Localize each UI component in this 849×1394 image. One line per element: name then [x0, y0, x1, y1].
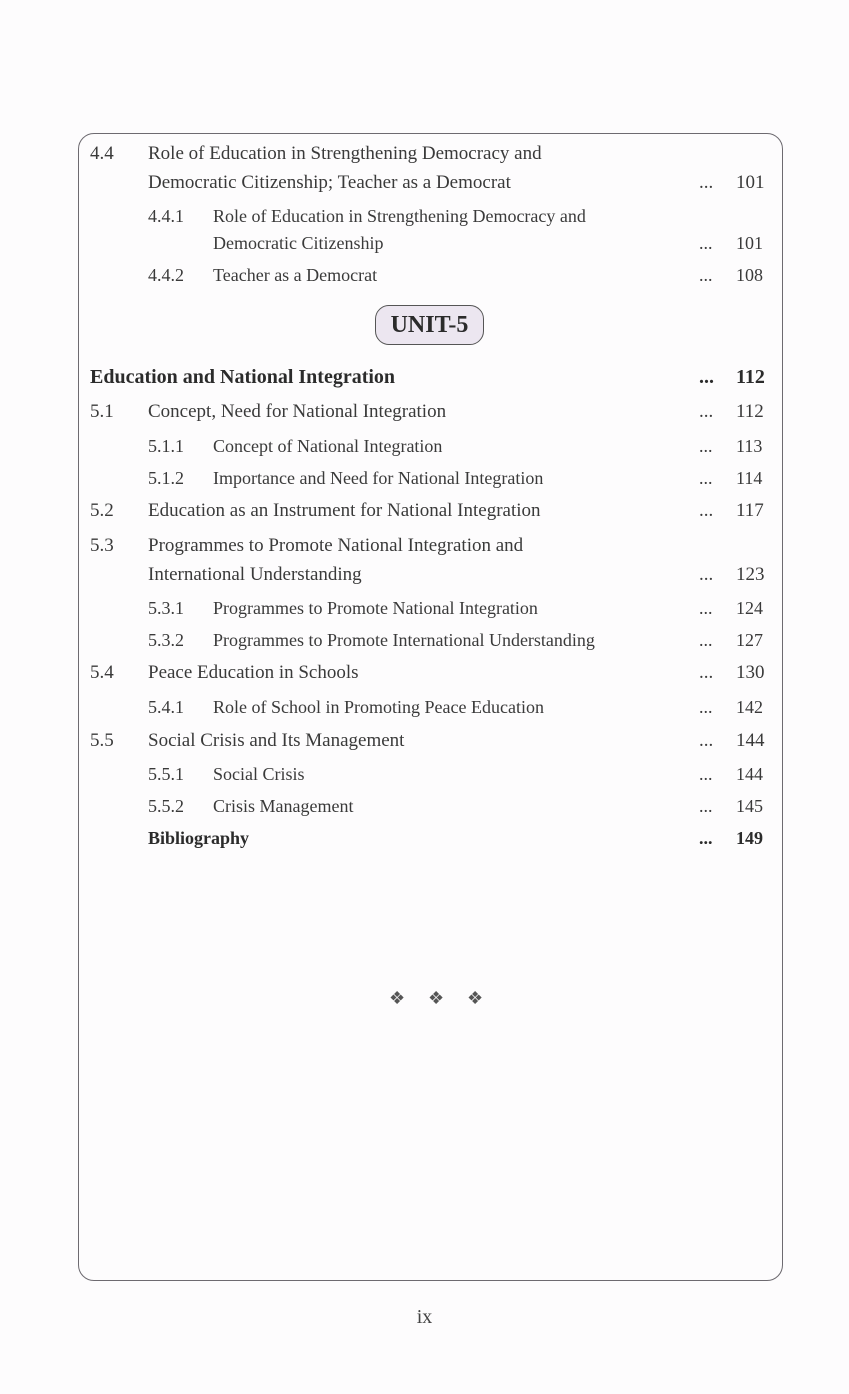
- entry-title: Role of Education in Strengthening Democracy and: [213, 206, 586, 226]
- entry-title: Teacher as a Democrat: [213, 265, 378, 285]
- entry-title: Role of School in Promoting Peace Education: [213, 697, 544, 717]
- page-number: 101: [736, 172, 765, 193]
- entry-title: Bibliography: [148, 828, 250, 848]
- leader-dots: ...: [699, 172, 714, 193]
- leader-dots: ...: [699, 630, 713, 650]
- leader-dots: ...: [699, 764, 713, 784]
- page-number: 130: [736, 662, 765, 683]
- entry-number: 5.4.1: [148, 697, 184, 717]
- page-number: 113: [736, 436, 763, 456]
- entry-title: International Understanding: [148, 564, 362, 585]
- leader-dots: ...: [699, 697, 713, 717]
- leader-dots: ...: [699, 468, 713, 488]
- page-number: 144: [736, 730, 765, 751]
- page-number: 127: [736, 630, 763, 650]
- entry-title: Education as an Instrument for National Integration: [148, 500, 541, 521]
- page-number: 112: [736, 366, 765, 388]
- leader-dots: ...: [699, 233, 713, 253]
- entry-number: 5.1.2: [148, 468, 184, 488]
- leader-dots: ...: [699, 564, 714, 585]
- ornament-icon: ❖: [389, 988, 406, 1008]
- entry-title: Democratic Citizenship; Teacher as a Democrat: [148, 172, 511, 193]
- unit-title-text: Education and National Integration: [90, 366, 396, 388]
- leader-dots: ...: [699, 796, 713, 816]
- entry-number: 4.4.2: [148, 265, 184, 285]
- page-number: 124: [736, 598, 763, 618]
- page-number: 117: [736, 500, 764, 521]
- page-number: 149: [736, 828, 763, 848]
- leader-dots: ...: [699, 662, 714, 683]
- entry-title: Programmes to Promote National Integration: [213, 598, 538, 618]
- leader-dots: ...: [699, 730, 714, 751]
- leader-dots: ...: [699, 828, 713, 848]
- entry-title: Peace Education in Schools: [148, 662, 359, 683]
- entry-title: Programmes to Promote International Understanding: [213, 630, 595, 650]
- leader-dots: ...: [699, 265, 713, 285]
- entry-number: 5.5.2: [148, 796, 184, 816]
- page-number: 142: [736, 697, 763, 717]
- entry-title: Role of Education in Strengthening Democracy and: [148, 143, 542, 164]
- page-number: 108: [736, 265, 763, 285]
- page-number: 144: [736, 764, 763, 784]
- entry-number: 4.4.1: [148, 206, 184, 226]
- unit-badge: UNIT-5: [375, 305, 484, 345]
- page-number: 145: [736, 796, 763, 816]
- page-number: 114: [736, 468, 763, 488]
- entry-title: Crisis Management: [213, 796, 354, 816]
- entry-title: Democratic Citizenship: [213, 233, 384, 253]
- page-folio: ix: [416, 1306, 433, 1328]
- entry-title: Importance and Need for National Integration: [213, 468, 544, 488]
- leader-dots: ...: [699, 598, 713, 618]
- ornament-icon: ❖: [467, 988, 484, 1008]
- entry-title: Concept of National Integration: [213, 436, 443, 456]
- entry-number: 5.3.1: [148, 598, 184, 618]
- page-number: 123: [736, 564, 765, 585]
- entry-number: 4.4: [90, 143, 114, 164]
- entry-number: 5.1.1: [148, 436, 184, 456]
- entry-number: 5.1: [90, 401, 114, 422]
- entry-title: Social Crisis: [213, 764, 305, 784]
- entry-number: 5.3: [90, 535, 114, 556]
- entry-number: 5.2: [90, 500, 114, 521]
- page-number: 101: [736, 233, 763, 253]
- page-number: 112: [736, 401, 764, 422]
- entry-number: 5.3.2: [148, 630, 184, 650]
- entry-number: 5.5.1: [148, 764, 184, 784]
- entry-title: Concept, Need for National Integration: [148, 401, 447, 422]
- leader-dots: ...: [699, 401, 714, 422]
- entry-number: 5.4: [90, 662, 114, 683]
- leader-dots: ...: [699, 500, 714, 521]
- entry-number: 5.5: [90, 730, 114, 751]
- entry-title: Social Crisis and Its Management: [148, 730, 405, 751]
- leader-dots: ...: [699, 366, 714, 388]
- leader-dots: ...: [699, 436, 713, 456]
- entry-title: Programmes to Promote National Integration and: [148, 535, 524, 556]
- ornament-icon: ❖: [428, 988, 445, 1008]
